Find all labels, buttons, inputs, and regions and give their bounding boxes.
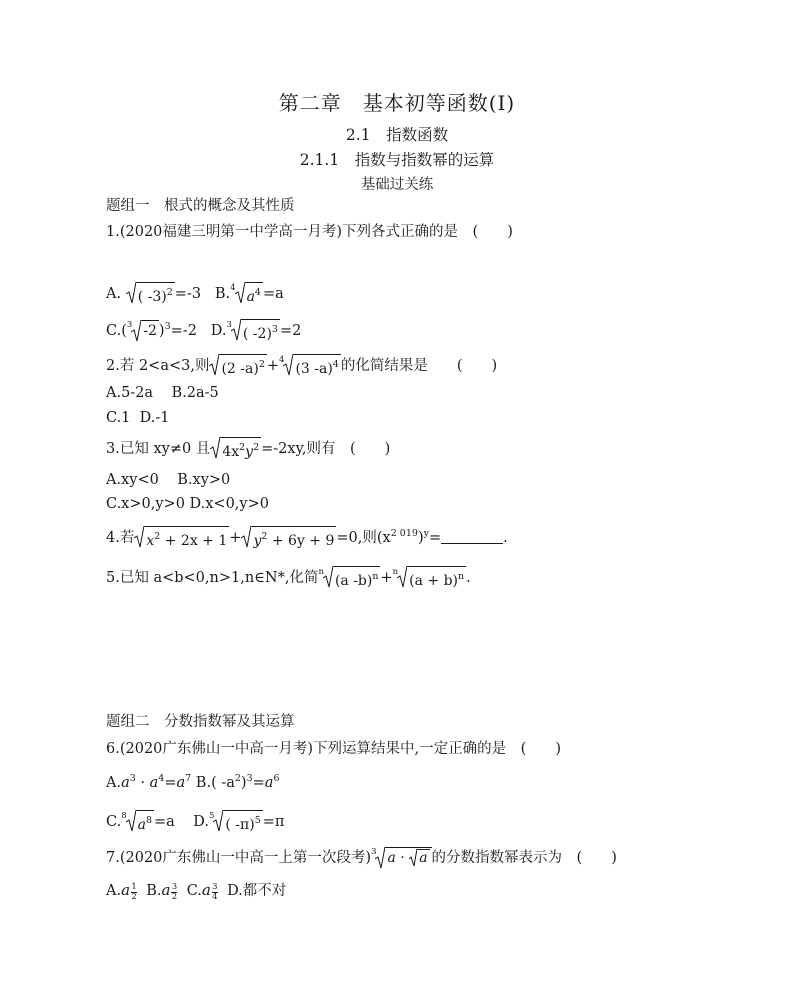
radical <box>397 566 466 590</box>
radicand: a · a <box>385 847 431 869</box>
radical <box>126 810 154 834</box>
q2-opt-a: A.5-2a <box>106 385 154 401</box>
radical <box>235 282 263 306</box>
radicand: ( -π)$^5$ <box>223 810 262 834</box>
radicand: $a^4$ <box>245 282 263 306</box>
q7-options: A.a $\frac{1}{2}$ B.a $\frac{3}{2}$ C.a $\frac{3}{4}$ D.都不对 <box>106 881 287 902</box>
fraction-exponent: $\frac{3}{2}$ <box>171 882 178 902</box>
radical-index: 3 <box>371 847 377 857</box>
q6-options-cd: C.$^8$ $a^8$ =a D.$^5$ ( -π)$^5$ =π <box>106 811 285 833</box>
radical <box>210 437 261 461</box>
radical <box>375 847 431 869</box>
radicand: ( -2)$^3$ <box>241 319 280 343</box>
q1-c-label: C. <box>106 323 122 339</box>
q6-stem: 6.(2020广东佛山一中高一月考)下列运算结果中,一定正确的是 ( ) <box>106 741 561 757</box>
q2-options-cd <box>106 408 169 428</box>
radical-index: 3 <box>126 320 133 330</box>
q7-stem: 7.(2020广东佛山一中高一上第一次段考)$^3$ a · a 的分数指数幂表示为 ( ) <box>106 842 617 869</box>
radical-index: 4 <box>230 283 236 293</box>
q6-options-ab: $A.a^3 \cdot a^4=a^7$ B.( $-a^2)^3=a^6$ <box>106 773 280 791</box>
q3-opt-c: C.x>0,y>0 <box>106 496 185 512</box>
q2-opt-d: D.-1 <box>139 410 170 426</box>
radical-index: 3 <box>226 320 232 330</box>
q3-stem: 3.已知 xy≠0 且 $4x^2y^2$ =-2xy,则有 ( ) <box>106 437 390 461</box>
radical-index: 8 <box>121 811 127 821</box>
radical-index: n <box>318 567 324 577</box>
radicand: (2 -a)$^2$ <box>219 354 266 378</box>
q1-b-label: B. <box>214 286 231 302</box>
chapter-title: 第二章 基本初等函数(Ⅰ) <box>278 91 516 115</box>
q2-stem: 2.若 2<a<3,则 (2 -a)$^2$ +$^4$ (3 -a)$^4$ 的化简结果是 ( ) <box>106 355 498 377</box>
radical <box>283 354 340 378</box>
radical <box>126 282 175 306</box>
radical <box>134 526 229 550</box>
radical <box>209 354 266 378</box>
fraction-exponent: $\frac{3}{4}$ <box>212 882 218 902</box>
radicand: $x^2 + 2x + 1$ <box>144 526 229 550</box>
radicand: ( -3)$^2$ <box>136 282 175 306</box>
radical <box>213 810 262 834</box>
radicand: $(a + b)^n$ <box>407 566 466 590</box>
q1-a-label: A. <box>106 286 122 302</box>
q2-options-ab <box>106 383 219 403</box>
answer-blank[interactable] <box>441 529 503 544</box>
q1-b-rest: =a <box>262 286 284 302</box>
q3-opt-a: A.xy<0 <box>106 472 159 488</box>
radicand: -2 <box>141 320 159 342</box>
q1-a-rest: =-3 <box>174 286 202 302</box>
radicand-inner: a <box>419 850 428 866</box>
radical <box>231 319 280 343</box>
radical-index: 4 <box>279 355 285 365</box>
q2-opt-c: C.1 <box>106 410 131 426</box>
q1-stem: 1.(2020福建三明第一中学高一月考)下列各式正确的是 ( ) <box>106 224 513 240</box>
radicand: (3 -a)$^4$ <box>293 354 340 378</box>
radical <box>241 526 336 550</box>
fraction-exponent: $\frac{1}{2}$ <box>131 882 137 902</box>
practice-label: 基础过关练 <box>360 177 434 193</box>
q1-d-label: D. <box>210 323 227 339</box>
q3-options-cd <box>106 494 269 514</box>
q5-stem: 5.已知 a<b<0,n>1,n∈N*,化简$^n$ (a -b)$^n$ +$^n$ $(a + b)^n$ . <box>106 567 471 589</box>
section-title: 2.1 指数函数 <box>345 126 449 144</box>
q1-options-cd: C.($^3$ -2 )$^3$=-2 D.$^3$ ( -2)$^3$ =2 <box>106 320 302 342</box>
group2-title: 题组二 分数指数幂及其运算 <box>106 714 295 730</box>
radicand: $a^8$ <box>136 810 154 834</box>
radical <box>323 566 381 590</box>
radicand: $4x^2y^2$ <box>220 437 261 461</box>
q3-options-ab <box>106 470 230 490</box>
q2-opt-b: B.2a-5 <box>171 385 219 401</box>
group1-title: 题组一 根式的概念及其性质 <box>106 198 295 214</box>
radical-inner <box>409 849 429 867</box>
q3-opt-d: D.x<0,y>0 <box>189 496 269 512</box>
q3-opt-b: B.xy>0 <box>177 472 231 488</box>
radical-index: 5 <box>208 811 215 821</box>
radicand: $y^2 + 6y + 9$ <box>251 526 336 550</box>
q4-stem: 4.若 $x^2 + 2x + 1$ + $y^2 + 6y + 9$ =0,则$(x^{2 019})^y=$ . <box>106 528 508 549</box>
radicand: (a -b)$^n$ <box>333 566 381 590</box>
radical <box>131 320 159 342</box>
radical-index: n <box>392 567 399 577</box>
subsection-title: 2.1.1 指数与指数幂的运算 <box>299 151 495 169</box>
q1-options-ab <box>106 278 284 306</box>
